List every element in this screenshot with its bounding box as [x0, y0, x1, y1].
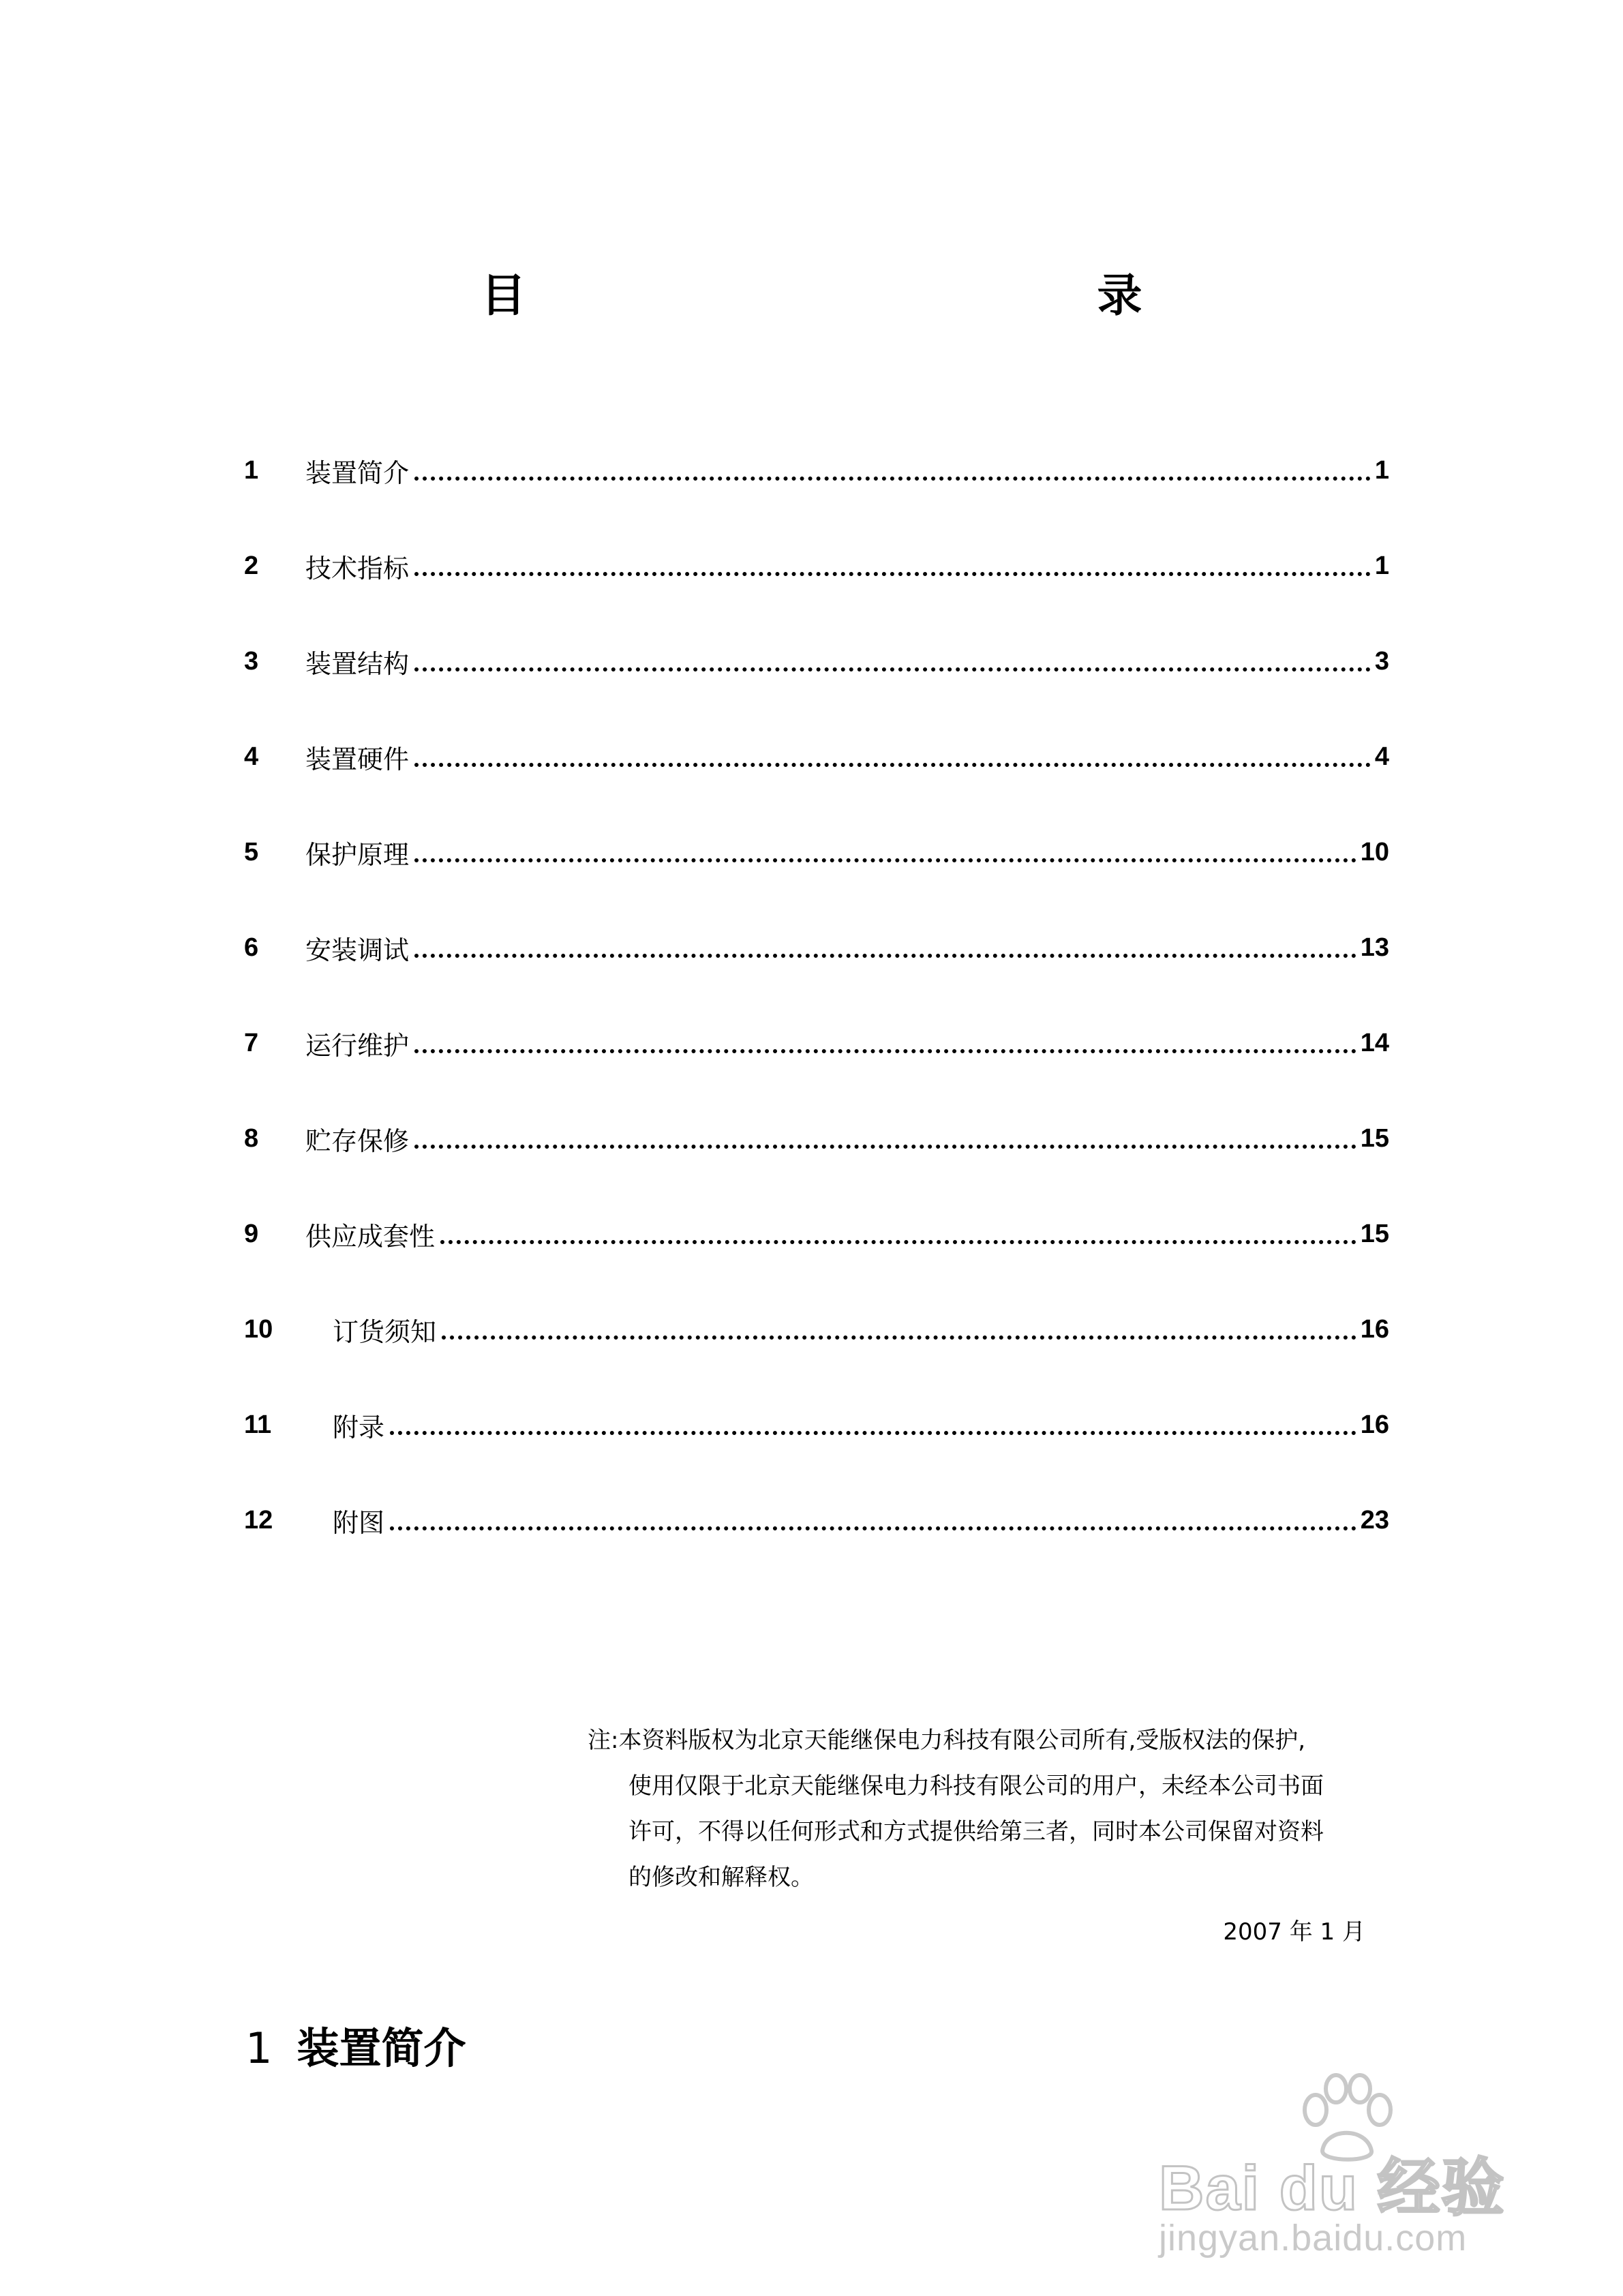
page-title: 目 录 [481, 269, 1252, 322]
toc-entry-number: 3 [244, 646, 259, 676]
toc-entry-number: 9 [244, 1219, 259, 1248]
toc-entry[interactable] [244, 614, 1389, 709]
note-line: 使用仅限于北京天能继保电力科技有限公司的用户，未经本公司书面 [628, 1772, 1324, 1800]
dot-leader [414, 1049, 1356, 1053]
toc-entry-label: 安装调试 [305, 935, 410, 965]
dot-leader [414, 1145, 1356, 1149]
dot-leader [414, 667, 1371, 671]
toc-entry-label: 运行维护 [305, 1030, 410, 1061]
toc-entry-page: 1 [1374, 551, 1389, 580]
toc-entry[interactable] [244, 423, 1389, 518]
toc-entry[interactable] [244, 1282, 1389, 1377]
toc-entry[interactable] [244, 804, 1389, 900]
toc-entry-label: 附图 [333, 1507, 385, 1538]
watermark-url: jingyan.baidu.com [1159, 2218, 1468, 2259]
toc-entry-page: 16 [1360, 1314, 1389, 1344]
toc-entry-page: 10 [1360, 837, 1389, 866]
dot-leader [390, 1526, 1356, 1530]
toc-entry-label: 订货须知 [333, 1316, 437, 1347]
note-line: 注:本资料版权为北京天能继保电力科技有限公司所有,受版权法的保护, [588, 1727, 1306, 1754]
toc-entry[interactable] [244, 1091, 1389, 1186]
copyright-note [588, 1718, 1378, 1901]
dot-leader [414, 858, 1356, 862]
toc-entry-number: 6 [244, 933, 259, 962]
dot-leader [414, 763, 1371, 767]
toc-entry-page: 13 [1360, 933, 1389, 962]
toc-entry[interactable] [244, 518, 1389, 614]
toc-entry[interactable] [244, 1472, 1389, 1568]
dot-leader [414, 477, 1371, 481]
toc-entry-label: 技术指标 [305, 553, 410, 584]
dot-leader [414, 572, 1371, 576]
note-line: 许可，不得以任何形式和方式提供给第三者，同时本公司保留对资料 [628, 1818, 1324, 1845]
toc-entry[interactable] [244, 1186, 1389, 1282]
toc-entry[interactable] [244, 900, 1389, 995]
toc-entry-label: 装置简介 [305, 457, 410, 488]
note-line: 的修改和解释权。 [628, 1864, 814, 1891]
toc-entry-label: 贮存保修 [305, 1126, 410, 1156]
toc-entry-page: 15 [1360, 1123, 1389, 1153]
dot-leader [440, 1240, 1356, 1244]
toc-entry-number: 11 [244, 1410, 272, 1439]
toc-entry-number: 7 [244, 1028, 259, 1057]
section-heading [245, 2014, 466, 2075]
toc-entry[interactable] [244, 1377, 1389, 1472]
toc-entry-page: 23 [1360, 1505, 1389, 1535]
toc-entry-label: 附录 [333, 1412, 385, 1442]
dot-leader [390, 1431, 1356, 1435]
toc-entry-number: 10 [244, 1314, 273, 1344]
section-title: 装置简介 [297, 2023, 466, 2073]
toc-entry-label: 装置硬件 [305, 744, 410, 774]
toc-entry-number: 1 [244, 455, 259, 485]
toc-entry-number: 2 [244, 551, 259, 580]
baidu-watermark [1145, 2072, 1581, 2277]
publication-date: 2007 年 1 月 [1223, 1918, 1365, 1946]
toc-entry-number: 4 [244, 742, 259, 771]
toc-entry-number: 8 [244, 1123, 259, 1153]
toc-entry-number: 12 [244, 1505, 273, 1535]
dot-leader [442, 1335, 1356, 1340]
toc-entry-label: 保护原理 [305, 839, 410, 870]
toc-entry-page: 4 [1374, 742, 1389, 771]
toc-entry-page: 15 [1360, 1219, 1389, 1248]
toc-entry[interactable] [244, 995, 1389, 1091]
toc-entry-page: 1 [1374, 455, 1389, 485]
section-number: 1 [245, 2023, 273, 2073]
table-of-contents [244, 423, 1389, 1568]
toc-entry[interactable] [244, 709, 1389, 804]
toc-entry-page: 14 [1360, 1028, 1389, 1057]
toc-entry-label: 供应成套性 [305, 1221, 436, 1252]
dot-leader [414, 954, 1356, 958]
toc-entry-number: 5 [244, 837, 259, 866]
watermark-brand: Bai du 经验 [1159, 2154, 1506, 2223]
toc-entry-label: 装置结构 [305, 648, 410, 679]
toc-entry-page: 3 [1374, 646, 1389, 676]
toc-entry-page: 16 [1360, 1410, 1389, 1439]
